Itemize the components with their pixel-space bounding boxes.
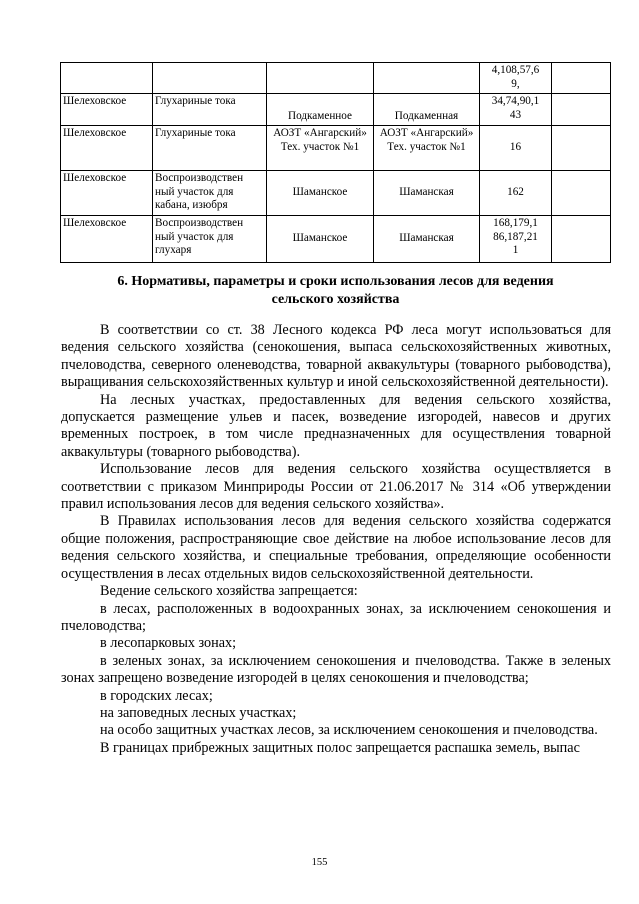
area-type-cell	[153, 63, 267, 94]
location-cell: Подкаменное	[267, 94, 374, 126]
quarters-cell	[480, 94, 552, 126]
section-heading-line: 6. Нормативы, параметры и сроки использования лесов для ведения	[117, 274, 554, 289]
forestry-cell: Шаманская	[374, 171, 480, 216]
table-row	[61, 94, 611, 126]
quarters-cell	[480, 63, 552, 94]
district-cell	[61, 63, 153, 94]
district-cell: Шелеховское	[61, 126, 153, 171]
quarters-line: 168,179,1	[493, 217, 538, 229]
list-item: в лесах, расположенных в водоохранных зонах, за исключением сенокошения и пчеловодства;	[61, 600, 611, 634]
quarters-line: 16	[509, 141, 522, 154]
area-type-cell: Глухариные тока	[153, 126, 267, 171]
paragraph: В соответствии со ст. 38 Лесного кодекса РФ леса могут использоваться для ведения сельского хозяйства (сенокошения, выпаса сельскохозяйственных животных, пчеловодства, северного оленеводства, товарной аквакультуры (товарного рыбоводства), выращивания сельскохозяйственных культур и иной сельскохозяйственной деятельности).	[61, 322, 611, 391]
quarters-line: 162	[507, 186, 524, 199]
quarters-line: 1	[512, 244, 519, 257]
hunting-grounds-table	[60, 62, 611, 263]
list-item: в городских лесах;	[100, 687, 213, 704]
list-item: на особо защитных участках лесов, за исключением сенокошения и пчеловодства.	[100, 722, 598, 739]
extra-cell	[552, 171, 611, 216]
table-row	[61, 126, 611, 171]
extra-cell	[552, 216, 611, 263]
paragraph: На лесных участках, предоставленных для ведения сельского хозяйства, допускается размещение ульев и пасек, возведение изгородей, навесов и других временных построек, в том числе предназначенных для осуществления товарной аквакультуры (товарного рыбоводства).	[61, 391, 611, 460]
paragraph: Использование лесов для ведения сельского хозяйства осуществляется в соответствии с приказом Минприроды России от 21.06.2017 № 314 «Об утверждении правил использования лесов для ведения сельского хозяйства».	[61, 461, 611, 513]
quarters-line: 86,187,21	[493, 230, 538, 243]
page-number: 155	[311, 857, 328, 868]
quarters-line: 9,	[511, 77, 520, 90]
forestry-cell: Подкаменная	[374, 94, 480, 126]
paragraph: В границах прибрежных защитных полос запрещается распашка земель, выпас	[100, 739, 580, 756]
paragraph: В Правилах использования лесов для ведения сельского хозяйства содержатся общие положения, распространяющие свое действие на любое использование лесов для ведения сельского хозяйства, и специальные требования, определяющие особенности осуществления в лесах отдельных видов сельскохозяйственной деятельности.	[61, 513, 611, 582]
quarters-line: 4,108,57,6	[491, 64, 540, 76]
forestry-cell	[374, 63, 480, 94]
list-item: на заповедных лесных участках;	[100, 704, 297, 721]
paragraph: Ведение сельского хозяйства запрещается:	[100, 583, 358, 600]
location-cell: Шаманское	[267, 216, 374, 263]
list-item: в лесопарковых зонах;	[100, 635, 237, 652]
table-row	[61, 171, 611, 216]
district-cell: Шелеховское	[61, 216, 153, 263]
location-cell: АОЗТ «Ангарский» Тех. участок №1	[267, 126, 374, 171]
quarters-line: 34,74,90,1	[491, 95, 540, 107]
list-item: в зеленых зонах, за исключением сенокошения и пчеловодства. Также в зеленых зонах запрещено возведение изгородей в целях сенокошения и пчеловодства;	[61, 652, 611, 687]
quarters-line: 43	[509, 108, 522, 121]
forestry-cell: Шаманская	[374, 216, 480, 263]
extra-cell	[552, 63, 611, 94]
quarters-cell	[480, 126, 552, 171]
district-cell: Шелеховское	[61, 171, 153, 216]
area-type-cell: Воспроизводствен ный участок для глухаря	[153, 216, 267, 263]
section-heading	[92, 273, 579, 309]
forestry-cell: АОЗТ «Ангарский» Тех. участок №1	[374, 126, 480, 171]
area-type-cell: Воспроизводствен ный участок для кабана, изюбря	[153, 171, 267, 216]
extra-cell	[552, 94, 611, 126]
area-type-cell: Глухариные тока	[153, 94, 267, 126]
body-text	[61, 322, 611, 757]
location-cell	[267, 63, 374, 94]
table-row	[61, 216, 611, 263]
extra-cell	[552, 126, 611, 171]
district-cell: Шелеховское	[61, 94, 153, 126]
table-row	[61, 63, 611, 94]
section-heading-line: сельского хозяйства	[271, 292, 400, 307]
quarters-cell	[480, 171, 552, 216]
quarters-cell	[480, 216, 552, 263]
location-cell: Шаманское	[267, 171, 374, 216]
